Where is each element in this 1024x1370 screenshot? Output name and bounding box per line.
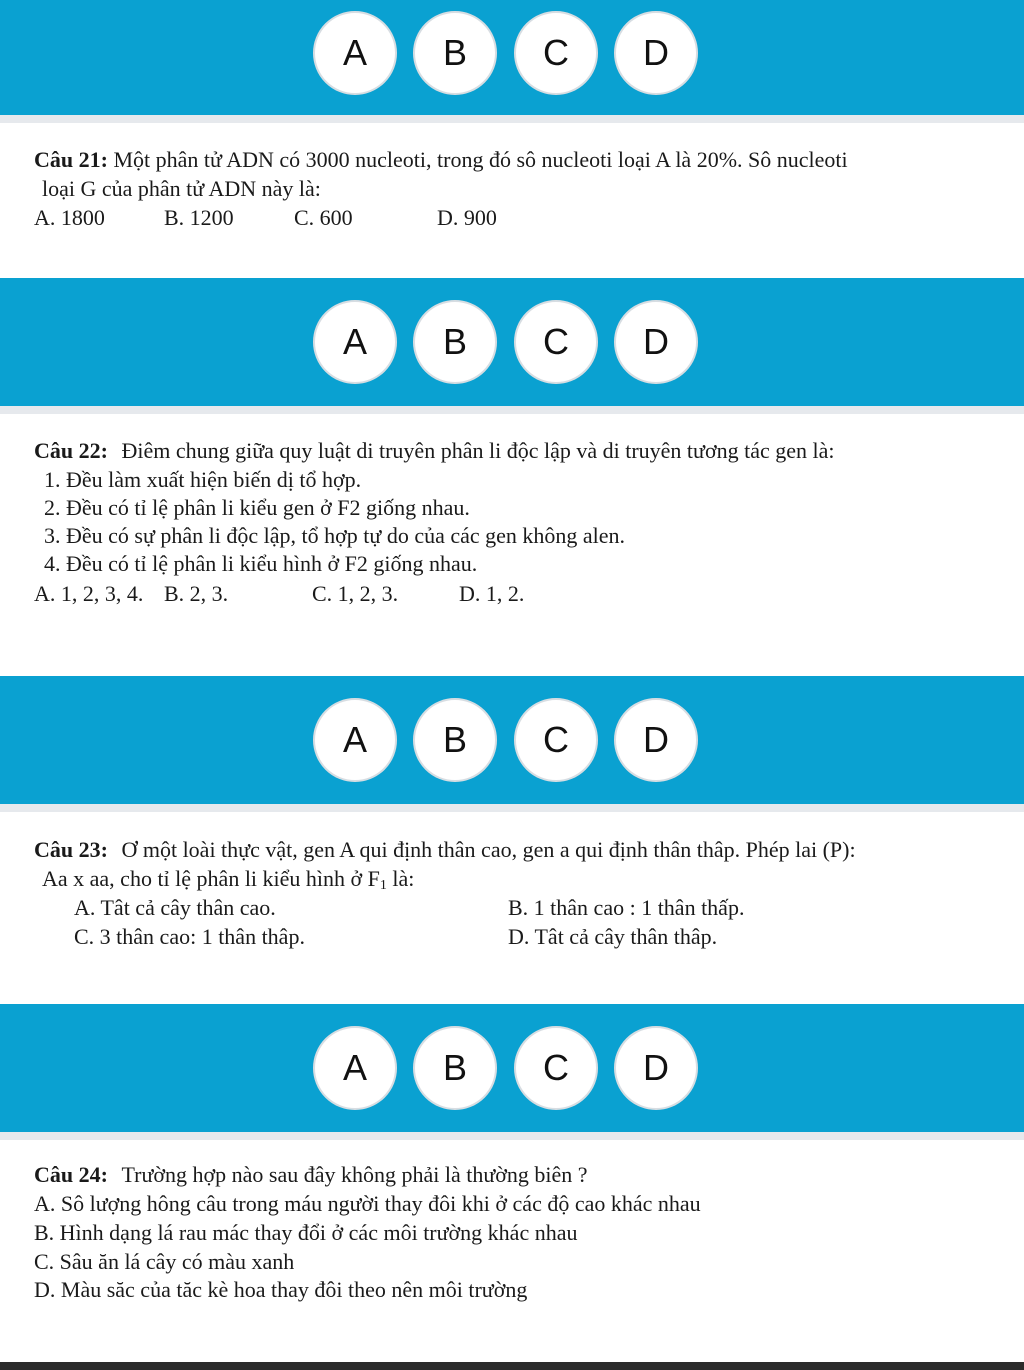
answer-b: B. 1200 xyxy=(164,205,234,230)
answer-b: B. 1 thân cao : 1 thân thấp. xyxy=(508,895,745,920)
question-text-cont: loại G của phân tử ADN này là: xyxy=(42,176,321,201)
option-a-button[interactable]: A xyxy=(313,1026,397,1110)
option-a-button[interactable]: A xyxy=(313,11,397,95)
option-c-button[interactable]: C xyxy=(514,11,598,95)
question-text: Trường hợp nào sau đây không phải là thường biên ? xyxy=(121,1162,588,1187)
question-label: Câu 22: xyxy=(34,438,108,463)
question-text-part: là: xyxy=(386,866,415,891)
option-c-button[interactable]: C xyxy=(514,1026,598,1110)
statement-4: 4. Đều có tỉ lệ phân li kiểu hình ở F2 giống nhau. xyxy=(44,551,478,576)
answer-band-3 xyxy=(0,676,1024,812)
answer-b: B. Hình dạng lá rau mác thay đổi ở các môi trường khác nhau xyxy=(34,1220,578,1245)
question-text: Ơ một loài thực vật, gen A qui định thân cao, gen a qui định thân thâp. Phép lai (P): xyxy=(121,837,856,862)
statement-1: 1. Đều làm xuất hiện biến dị tổ hợp. xyxy=(44,467,362,492)
statement-2: 2. Đều có tỉ lệ phân li kiểu gen ở F2 giống nhau. xyxy=(44,495,470,520)
option-d-button[interactable]: D xyxy=(614,300,698,384)
question-text: Điêm chung giữa quy luật di truyên phân li độc lập và di truyên tương tác gen là: xyxy=(121,438,835,463)
answer-c: C. Sâu ăn lá cây có màu xanh xyxy=(34,1249,295,1274)
subscript: 1 xyxy=(379,878,387,893)
answer-d: D. Màu săc của tăc kè hoa thay đôi theo nên môi trường xyxy=(34,1277,528,1302)
option-b-button[interactable]: B xyxy=(413,1026,497,1110)
question-label: Câu 23: xyxy=(34,837,108,862)
question-text: Một phân tử ADN có 3000 nucleoti, trong đó sô nucleoti loại A là 20%. Sô nucleoti xyxy=(113,147,848,172)
option-b-button[interactable]: B xyxy=(413,300,497,384)
answer-b: B. 2, 3. xyxy=(164,581,229,606)
bottom-divider xyxy=(0,1362,1024,1370)
question-label: Câu 21: xyxy=(34,147,108,172)
option-d-button[interactable]: D xyxy=(614,11,698,95)
question-text-part: Aa x aa, cho tỉ lệ phân li kiểu hình ở F xyxy=(42,866,380,891)
option-c-button[interactable]: C xyxy=(514,300,598,384)
answer-c: C. 3 thân cao: 1 thân thâp. xyxy=(74,924,305,949)
answer-c: C. 600 xyxy=(294,205,353,230)
answer-d: D. 900 xyxy=(437,205,497,230)
question-label: Câu 24: xyxy=(34,1162,108,1187)
answer-d: D. 1, 2. xyxy=(459,581,525,606)
option-a-button[interactable]: A xyxy=(313,698,397,782)
answer-band-2 xyxy=(0,278,1024,414)
option-c-button[interactable]: C xyxy=(514,698,598,782)
answer-a: A. Sô lượng hông câu trong máu người thay đôi khi ở các độ cao khác nhau xyxy=(34,1191,701,1216)
answer-c: C. 1, 2, 3. xyxy=(312,581,399,606)
option-d-button[interactable]: D xyxy=(614,1026,698,1110)
answer-d: D. Tât cả cây thân thâp. xyxy=(508,924,718,949)
statement-3: 3. Đều có sự phân li độc lập, tổ hợp tự do của các gen không alen. xyxy=(44,523,626,548)
option-b-button[interactable]: B xyxy=(413,698,497,782)
answer-band-4 xyxy=(0,1004,1024,1140)
option-b-button[interactable]: B xyxy=(413,11,497,95)
option-a-button[interactable]: A xyxy=(313,300,397,384)
answer-band-1 xyxy=(0,0,1024,123)
answer-a: A. 1, 2, 3, 4. xyxy=(34,581,144,606)
answer-a: A. 1800 xyxy=(34,205,105,230)
option-d-button[interactable]: D xyxy=(614,698,698,782)
answer-a: A. Tât cả cây thân cao. xyxy=(74,895,276,920)
